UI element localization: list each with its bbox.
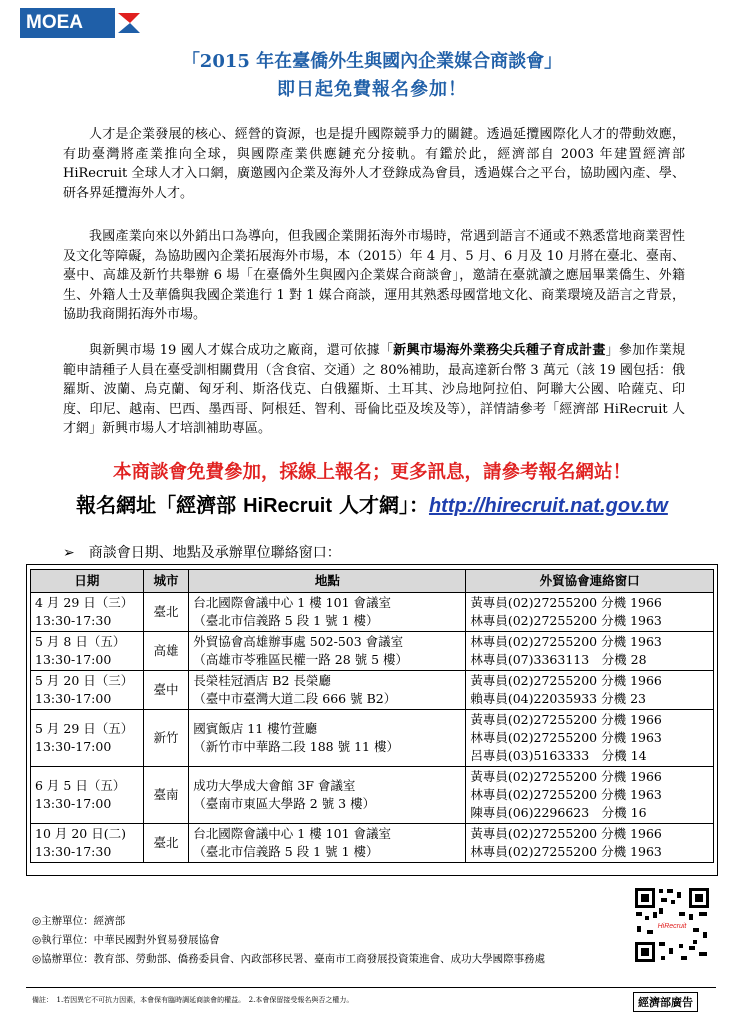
intro-paragraph: 人才是企業發展的核心、經營的資源，也是提升國際競爭力的關鍵。透過延攬國際化人才的帶動效應，有助臺灣將產業推向全球，與國際產業供應鏈充分接軌。有鑑於此，經濟部自 2003 年建置經濟部 HiRecruit 全球人才入口網，廣邀國內企業及海外人才登錄成為會員，透過媒合之平台，協助國內產、學、研各界延攬海外人才。 [63,127,685,201]
header-city: 城市 [143,570,189,593]
row-venue [189,671,466,710]
contact-text: 黃專員(02)27255200 分機 1966 [470,673,662,688]
table-row [31,710,714,767]
row-city: 臺中 [143,671,189,710]
header-date: 日期 [31,570,144,593]
organizer-host: ◎主辦單位：經濟部 [32,915,126,927]
subsidy-program-name: 新興市場海外業務尖兵種子育成計畫 [393,343,606,358]
contact-text: 林專員(07)3363113 分機 28 [470,652,647,667]
qr-label: HiRecruit [657,923,687,930]
row-contacts [466,671,714,710]
table-row [31,593,714,632]
address-text: （新竹市中華路二段 188 號 11 樓） [193,739,399,754]
time-text: 13:30-17:30 [35,844,112,859]
table-row [31,632,714,671]
organizer-partners: ◎協辦單位：教育部、勞動部、僑務委員會、內政部移民署、臺南市工商發展投資策進會、成功大學國際事務處 [32,953,546,965]
address-text: （臺南市東區大學路 2 號 3 樓） [193,796,376,811]
subsidy-text-b: 」參加作業規範申請種子人員在臺受訓相關費用（含食宿、交通）之 80%補助，最高達新台幣 3 萬元（該 19 國包括：俄羅斯、波蘭、烏克蘭、匈牙利、斯洛伐克、白俄羅斯、土耳其、沙烏地阿拉伯、阿聯大公國、哈薩克、印度、印尼、越南、巴西、墨西哥、阿根廷、智利、哥倫比亞及埃及等），詳情請參考「經濟部 HiRecruit 人才網」新興市場人才培訓補助專區。 [63,343,685,436]
time-text: 13:30-17:00 [35,739,112,754]
row-date [31,824,144,863]
row-venue [189,593,466,632]
reg-suffix: 人才網」： [332,493,429,517]
moea-emblem-icon [116,9,142,37]
row-venue [189,767,466,824]
row-city: 高雄 [143,632,189,671]
date-text: 4 月 29 日（三） [35,595,134,610]
contact-text: 林專員(02)27255200 分機 1963 [470,787,662,802]
contact-text: 黃專員(02)27255200 分機 1966 [470,595,662,610]
time-text: 13:30-17:00 [35,652,112,667]
contact-text: 林專員(02)27255200 分機 1963 [470,613,662,628]
venue-text: 長榮桂冠酒店 B2 長榮廳 [193,673,331,688]
footer-divider [26,987,716,988]
row-date [31,593,144,632]
row-city: 新竹 [143,710,189,767]
contact-text: 林專員(02)27255200 分機 1963 [470,844,662,859]
page-title: 「2015 年在臺僑外生與國內企業媒合商談會」 [181,51,563,72]
row-contacts [466,710,714,767]
date-text: 5 月 8 日（五） [35,634,126,649]
contact-text: 陳專員(06)2296623 分機 16 [470,805,647,820]
row-contacts [466,767,714,824]
schedule-heading: ➢ 商談會日期、地點及承辦單位聯絡窗口： [63,545,341,561]
time-text: 13:30-17:00 [35,691,112,706]
address-text: （臺北市信義路 5 段 1 號 1 樓） [193,613,379,628]
venue-text: 台北國際會議中心 1 樓 101 會議室 [193,826,392,841]
registration-link[interactable]: http://hirecruit.nat.gov.tw [428,495,668,517]
registration-url-line [0,489,744,518]
organizer-list [32,912,545,969]
row-date [31,671,144,710]
row-venue [189,632,466,671]
moea-logo [20,8,142,38]
row-city: 臺北 [143,593,189,632]
organizer-executor: ◎執行單位：中華民國對外貿易發展協會 [32,934,220,946]
row-venue [189,710,466,767]
header-venue: 地點 [189,570,466,593]
table-row [31,767,714,824]
row-contacts [466,824,714,863]
time-text: 13:30-17:30 [35,613,112,628]
contact-text: 黃專員(02)27255200 分機 1966 [470,769,662,784]
table-row [31,671,714,710]
footer-note: 備註： 1.若因異它不可抗力因素，本會保有臨時調延商談會的權益。 2.本會保留接受報名與否之權力。 [32,996,354,1004]
reg-prefix: 報名網址「經濟部 [76,493,244,517]
address-text: （高雄市苓雅區民權一路 28 號 5 樓） [193,652,409,667]
schedule-table [30,569,714,863]
header-contact: 外貿協會連絡窗口 [466,570,714,593]
contact-text: 黃專員(02)27255200 分機 1966 [470,826,662,841]
logo-text: MOEA [20,8,115,38]
row-date [31,710,144,767]
contact-text: 賴專員(04)22035933 分機 23 [470,691,646,706]
row-contacts [466,632,714,671]
row-date [31,632,144,671]
address-text: （臺北市信義路 5 段 1 號 1 樓） [193,844,379,859]
subsidy-paragraph [63,341,685,439]
date-text: 6 月 5 日（五） [35,778,126,793]
contact-text: 林專員(02)27255200 分機 1963 [470,730,662,745]
table-header-row [31,570,714,593]
free-registration-callout: 本商談會免費參加，採線上報名；更多訊息，請參考報名網站！ [112,462,631,483]
row-city: 臺南 [143,767,189,824]
row-contacts [466,593,714,632]
venue-text: 台北國際會議中心 1 樓 101 會議室 [193,595,392,610]
page-subtitle: 即日起免費報名參加！ [277,79,467,100]
venue-text: 國賓飯店 11 樓竹萱廳 [193,721,318,736]
reg-brand: HiRecruit [243,495,332,517]
venue-text: 成功大學成大會館 3F 會議室 [193,778,356,793]
time-text: 13:30-17:00 [35,796,112,811]
row-city: 臺北 [143,824,189,863]
market-paragraph: 我國產業向來以外銷出口為導向，但我國企業開拓海外市場時，常遇到語言不通或不熟悉當地商業習性及文化等障礙，為協助國內企業拓展海外市場，本（2015）年 4 月、5 月、6 月及 10 月將在臺北、臺南、臺中、高雄及新竹共舉辦 6 場「在臺僑外生與國內企業媒合商談會」，邀請在臺就讀之應屆畢業僑生、外籍生、外籍人士及華僑與我國企業進行 1 對 1 媒合商談，運用其熟悉母國當地文化、商業環境及語言之背景，協助我商開拓海外市場。 [63,229,685,322]
venue-text: 外貿協會高雄辦事處 502-503 會議室 [193,634,404,649]
contact-text: 呂專員(03)5163333 分機 14 [470,748,647,763]
date-text: 10 月 20 日(二) [35,826,126,841]
table-row [31,824,714,863]
advertisement-badge: 經濟部廣告 [633,992,698,1012]
qr-code-icon[interactable] [633,886,711,964]
date-text: 5 月 29 日（五） [35,721,134,736]
contact-text: 林專員(02)27255200 分機 1963 [470,634,662,649]
contact-text: 黃專員(02)27255200 分機 1966 [470,712,662,727]
subsidy-text-a: 與新興市場 19 國人才媒合成功之廠商，還可依據「 [89,343,394,358]
row-date [31,767,144,824]
date-text: 5 月 20 日（三） [35,673,134,688]
address-text: （臺中市臺灣大道二段 666 號 B2） [193,691,397,706]
row-venue [189,824,466,863]
